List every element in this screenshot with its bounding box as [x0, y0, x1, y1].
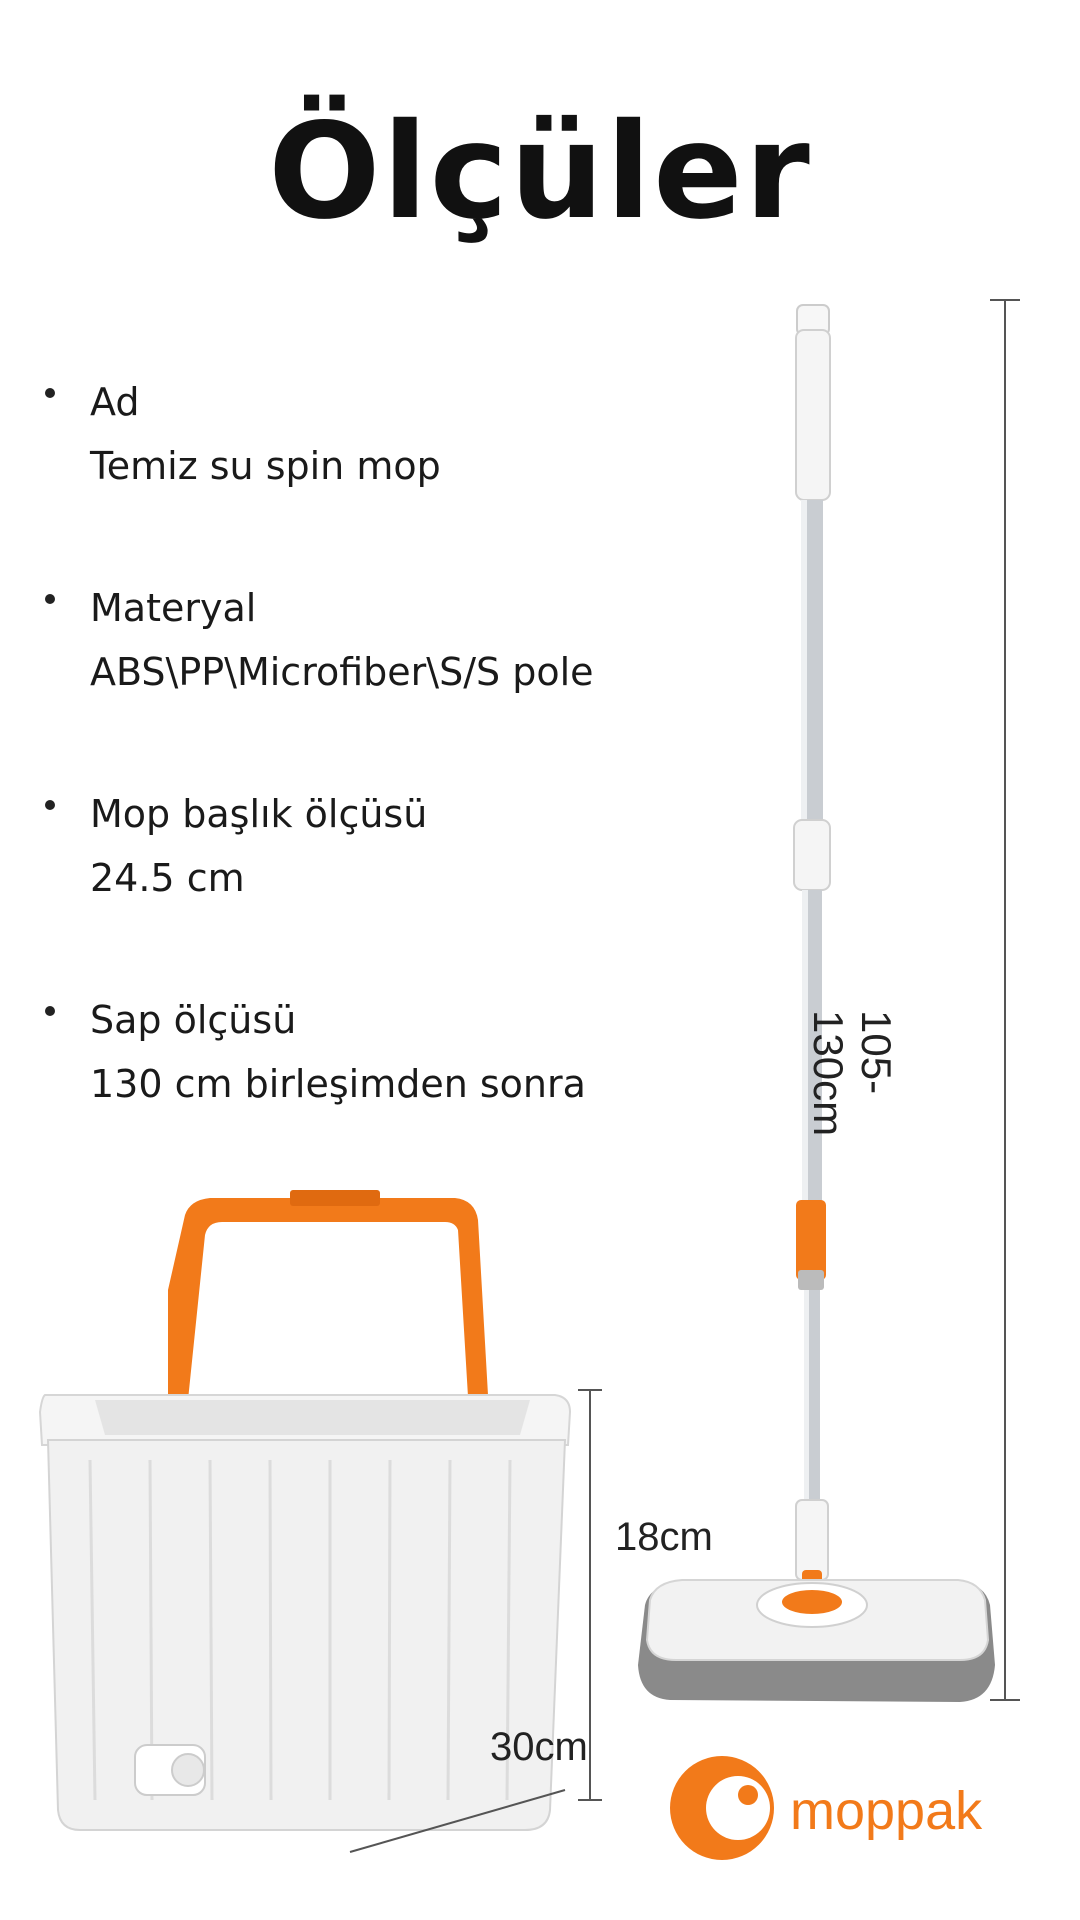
spec-label: Sap ölçüsü [90, 998, 297, 1042]
spec-value: Temiz su spin mop [90, 444, 441, 488]
pole-dimension-line [990, 300, 1020, 1700]
brand-name: moppak [790, 1781, 983, 1841]
bucket-height-label: 18cm [615, 1515, 713, 1559]
pole-height-label: 105-130cm [805, 1010, 900, 1137]
spec-label: Ad [90, 380, 140, 424]
mop-image [638, 305, 995, 1702]
moppak-logo-icon [670, 1756, 774, 1860]
bucket-width-label: 30cm [490, 1725, 588, 1769]
spec-value: 24.5 cm [90, 856, 245, 900]
spec-value: 130 cm birleşimden sonra [90, 1062, 586, 1106]
spec-label: Materyal [90, 586, 257, 630]
spec-label: Mop başlık ölçüsü [90, 792, 428, 836]
page-title: Ölçüler [268, 95, 812, 249]
spec-value: ABS\PP\Microfiber\S/S pole [90, 650, 594, 694]
